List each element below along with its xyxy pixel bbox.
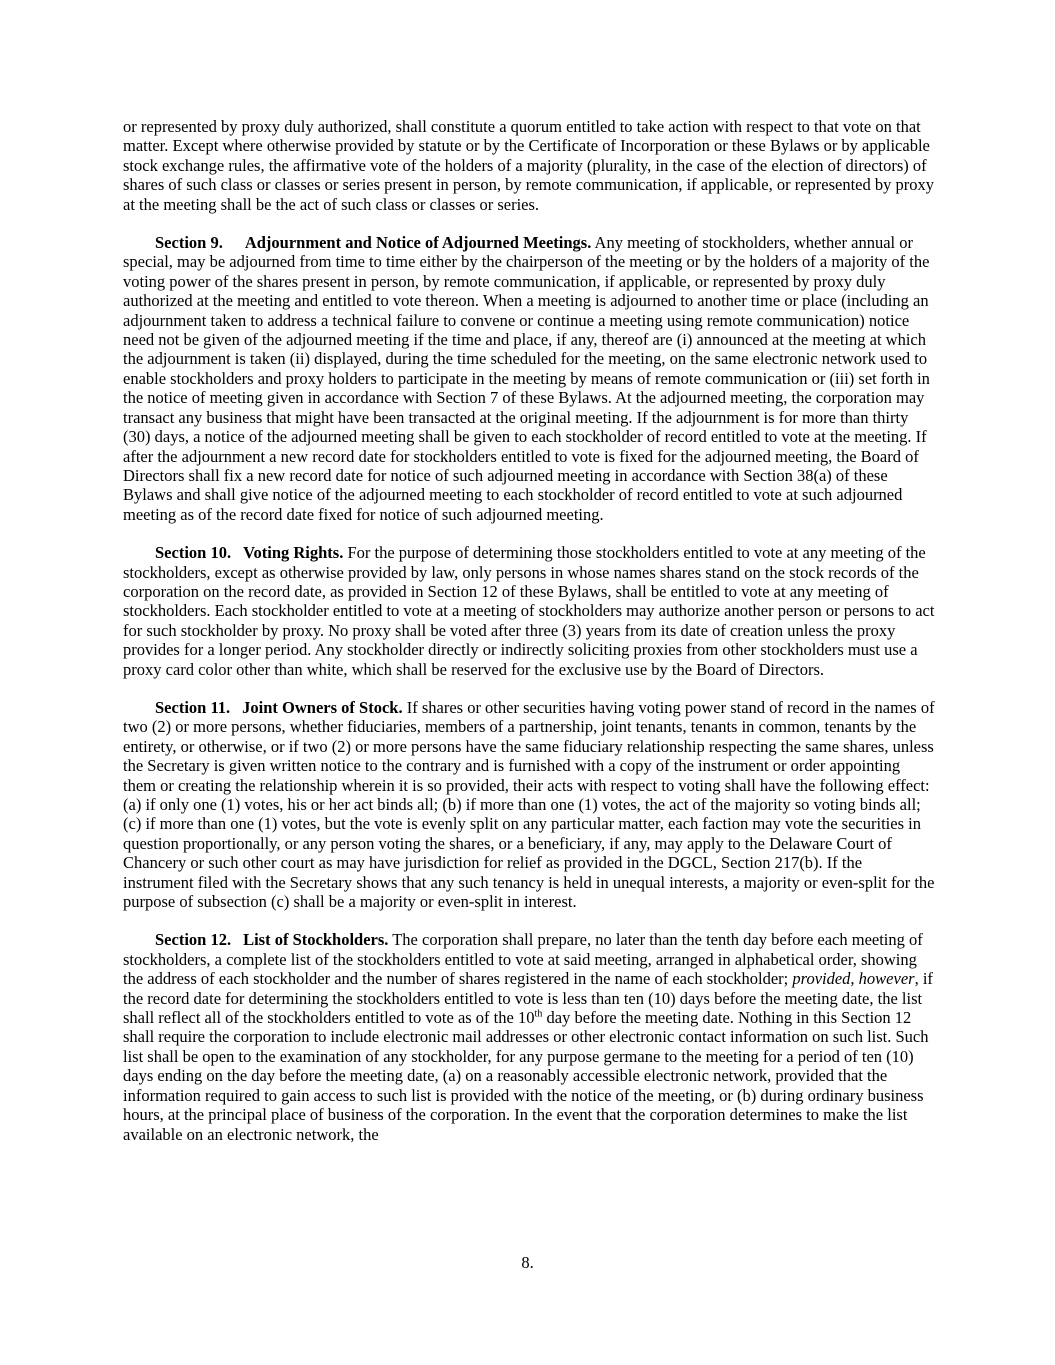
section-9-title: Adjournment and Notice of Adjourned Meetings. [244, 233, 592, 253]
section-12-body-part-2: , if the record date for determining the stockholders entitled to vote is less than ten (10) days before the meeting date, the list shall reflect all of the stockholders entitled to vote as of the 10 [123, 969, 933, 1028]
section-11-title: Joint Owners of Stock. [242, 697, 403, 717]
paragraph-quorum-continuation [123, 117, 935, 214]
section-10-body: For the purpose of determining those stockholders entitled to vote at any meeting of the stockholders, except as otherwise provided by law, only persons in whose names shares stand on the stock records of the corporation on the record date, as provided in Section 12 of these Bylaws, shall be entitled to vote at any meeting of stockholders. Each stockholder entitled to vote at a meeting of stockholders may authorize another person or persons to act for such stockholder by proxy. No proxy shall be voted after three (3) years from its date of creation unless the proxy provides for a longer period. Any stockholder directly or indirectly soliciting proxies from other stockholders must use a proxy card color other than white, which shall be reserved for the exclusive use by the Board of Directors. [123, 543, 935, 679]
section-10-title: Voting Rights. [243, 543, 344, 563]
section-12-body-part-1: The corporation shall prepare, no later than the tenth day before each meeting of stockholders, a complete list of the stockholders entitled to vote at said meeting, arranged in alphabetical order, showing the address of each stockholder and the number of shares registered in the name of each stockholder; [123, 930, 923, 989]
paragraph-section-11 [123, 698, 935, 911]
section-12-title: List of Stockholders. [243, 930, 389, 950]
paragraph-section-10 [123, 543, 935, 679]
section-12-ordinal-superscript: th [534, 1008, 543, 1020]
paragraph-section-12 [123, 930, 935, 1143]
paragraph-text: or represented by proxy duly authorized, shall constitute a quorum entitled to take action with respect to that vote on that matter. Except where otherwise provided by statute or by the Certificate of Incorporation or these Bylaws or by applicable stock exchange rules, the affirmative vote of the holders of a majority (plurality, in the case of the election of directors) of shares of such class or classes or series present in person, by remote communication, if applicable, or represented by proxy at the meeting shall be the act of such class or classes or series. [123, 117, 934, 214]
section-10-label: Section 10. [155, 543, 232, 563]
section-12-body-part-3: day before the meeting date. Nothing in this Section 12 shall require the corporation to include electronic mail addresses or other electronic contact information on such list. Such list shall be open to the examination of any stockholder, for any purpose germane to the meeting for a period of ten (10) days ending on the day before the meeting date, (a) on a reasonably accessible electronic network, provided that the information required to gain access to such list is provided with the notice of the meeting, or (b) during ordinary business hours, at the principal place of business of the corporation. In the event that the corporation determines to make the list available on an electronic network, the [123, 1008, 929, 1144]
section-9-body: Any meeting of stockholders, whether annual or special, may be adjourned from time to time either by the chairperson of the meeting or by the holders of a majority of the voting power of the shares present in person, by remote communication, if applicable, or represented by proxy duly authorized at the meeting and entitled to vote thereon. When a meeting is adjourned to another time or place (including an adjournment taken to address a technical failure to convene or continue a meeting using remote communication) notice need not be given of the adjourned meeting if the time and place, if any, thereof are (i) announced at the meeting at which the adjournment is taken (ii) displayed, during the time scheduled for the meeting, on the same electronic network used to enable stockholders and proxy holders to participate in the meeting by means of remote communication or (iii) set forth in the notice of meeting given in accordance with Section 7 of these Bylaws. At the adjourned meeting, the corporation may transact any business that might have been transacted at the original meeting. If the adjournment is for more than thirty (30) days, a notice of the adjourned meeting shall be given to each stockholder of record entitled to vote at the meeting. If after the adjournment a new record date for stockholders entitled to vote is fixed for the adjourned meeting, the Board of Directors shall fix a new record date for notice of such adjourned meeting in accordance with Section 38(a) of these Bylaws and shall give notice of the adjourned meeting to each stockholder of record entitled to vote at such adjourned meeting as of the record date fixed for notice of such adjourned meeting. [123, 233, 930, 524]
section-11-label: Section 11. [155, 697, 231, 717]
section-9-label: Section 9. [155, 233, 223, 253]
section-12-label: Section 12. [155, 930, 232, 950]
section-11-body: If shares or other securities having voting power stand of record in the names of two (2) or more persons, whether fiduciaries, members of a partnership, joint tenants, tenants in common, tenants by the entirety, or otherwise, or if two (2) or more persons have the same fiduciary relationship respecting the same shares, unless the Secretary is given written notice to the contrary and is furnished with a copy of the instrument or order appointing them or creating the relationship wherein it is so provided, their acts with respect to voting shall have the following effect: (a) if only one (1) votes, his or her act binds all; (b) if more than one (1) votes, the act of the majority so voting binds all; (c) if more than one (1) votes, but the vote is evenly split on any particular matter, each faction may vote the securities in question proportionally, or any person voting the shares, or a beneficiary, if any, may apply to the Delaware Court of Chancery or such other court as may have jurisdiction for relief as provided in the DGCL, Section 217(b). If the instrument filed with the Secretary shows that any such tenancy is held in unequal interests, a majority or even-split for the purpose of subsection (c) shall be a majority or even-split in interest. [123, 697, 935, 912]
section-12-proviso-italic: provided, however [792, 969, 915, 989]
page-number: 8. [521, 1253, 534, 1272]
paragraph-section-9 [123, 233, 935, 524]
